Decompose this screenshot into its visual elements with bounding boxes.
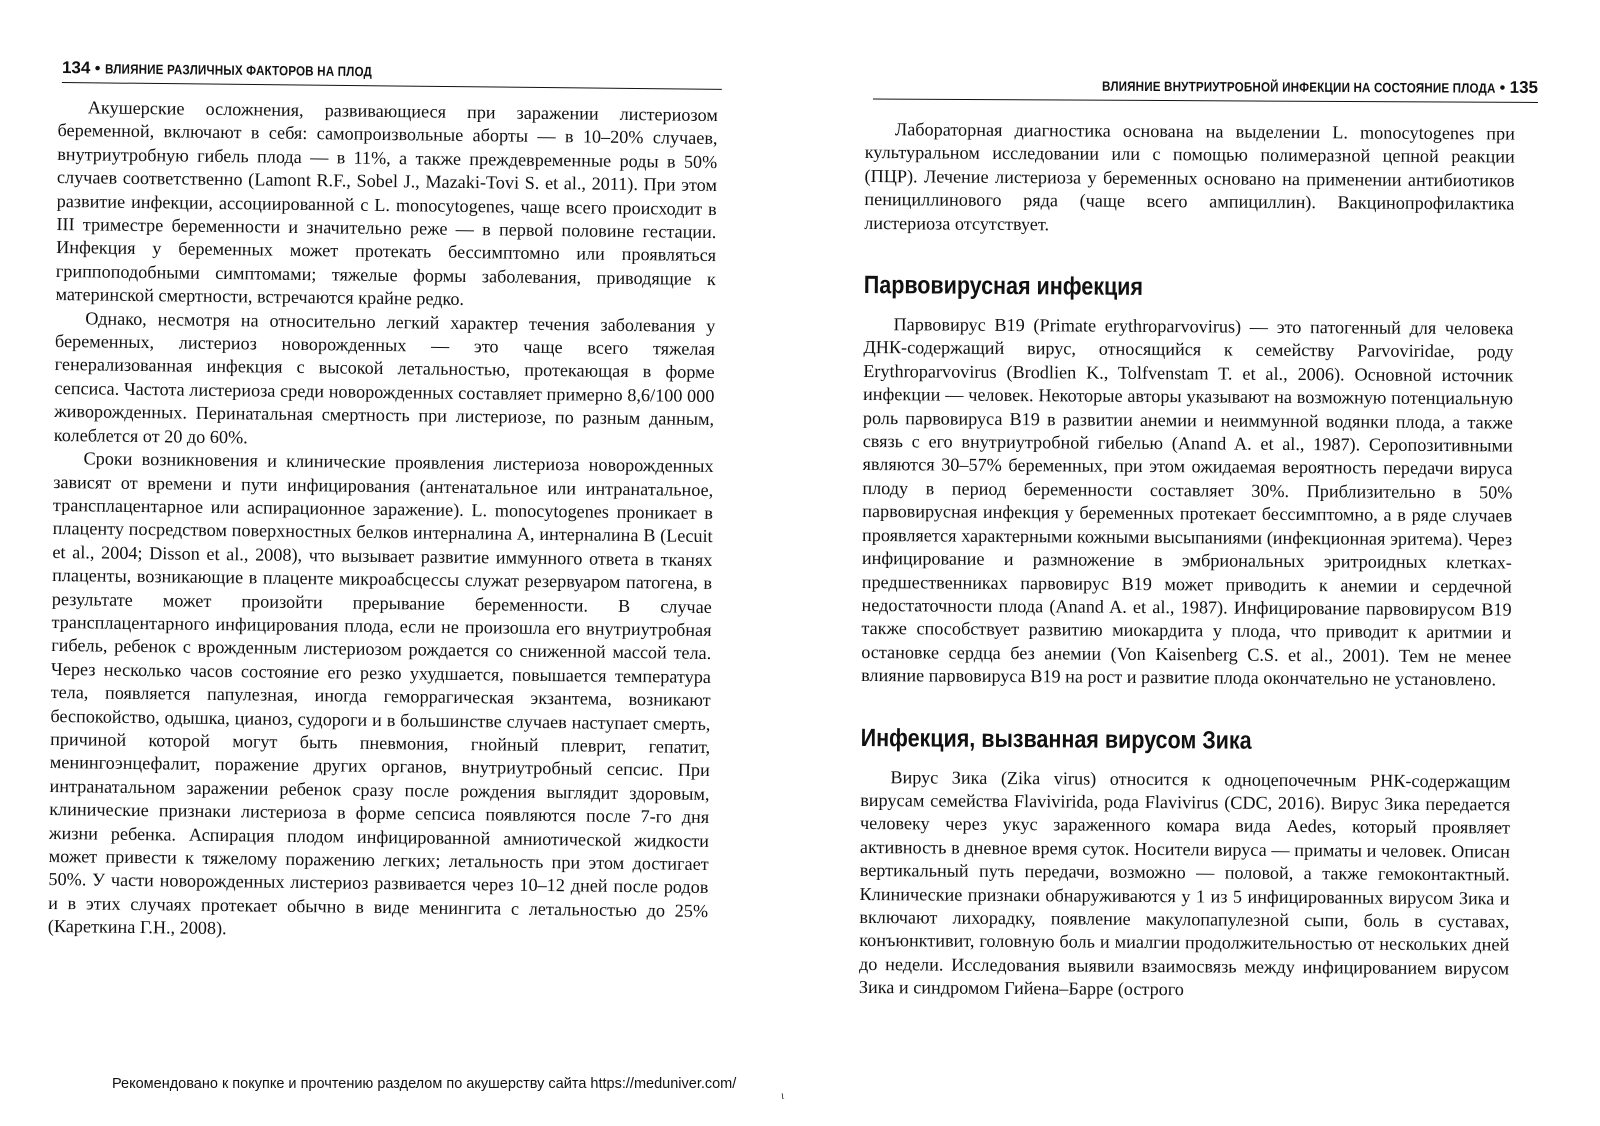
left-page-number: 134 [61, 58, 91, 78]
paragraph: Сроки возникновения и клинические проявления листериоза новорожденных зависят от времени и пути инфицирования (антенатальное или интранатальное, трансплацентарное или аспирационное заражение). L. monocytogenes проникает в плаценту посредством поверхностных белков интерналина A, интерналина B (Lecuit et al., 2004; Disson et al., 2008), что вызывает развитие иммунного ответа в тканях плаценты, возникающие в плаценте микроабсцессы служат резервуаром патогена, в результате может произойти прерывание беременности. В случае трансплацентарного инфицирования плода, если не произошла его внутриутробная гибель, ребенок с врожденным листериозом рождается со сниженной массой тела. Через несколько часов состояние его резко ухудшается, повышается температура тела, появляется папулезная, иногда геморрагическая экзантема, возникают беспокойство, одышка, цианоз, судороги и в большинстве случаев наступает смерть, причиной которой могут быть пневмония, гнойный плеврит, гепатит, менингоэнцефалит, поражение других органов, внутриутробный сепсис. При интранатальном заражении ребенок сразу после рождения выглядит здоровым, клинические признаки листериоза в форме сепсиса появляются после 7-го дня жизни ребенка. Аспирация плодом инфицированной амниотической жидкости может привести к тяжелому поражению легких; летальность при этом достигает 50%. У части новорожденных листериоз развивается через 10–12 дней после родов и в этих случаях протекает обычно в виде менингита с летальностью до 25% (Кареткина Г.Н., 2008). [47, 448, 714, 939]
section-heading-parvovirus: Парвовирусная инфекция [863, 271, 1144, 301]
header-bullet: • [94, 60, 105, 78]
left-text-column [48, 96, 718, 947]
paragraph: Лабораторная диагностика основана на выделении L. monocytogenes при культуральном исследовании или с помощью полимеразной цепной реакции (ПЦР). Лечение листериоза у беременных основано на применении антибиотиков пенициллинового ряда (чаще всего ампициллин). Вакцинопрофилактика листериоза отсутствует. [864, 119, 1515, 234]
paragraph: Акушерские осложнения, развивающиеся при заражении листериозом беременной, включают в себя: самопроизвольные аборты — в 10–20% случаев, внутриутробную гибель плода — в 11%, а также преждевременные роды в 50% случаев соответственно (Lamont R.F., Sobel J., Mazaki-Tovi S. et al., 2011). При этом развитие инфекции, ассоциированной с L. monocytogenes, чаще всего происходит в III триместре беременности и значительно реже — в первой половине гестации. Инфекция у беременных может протекать бессимптомно или проявляться гриппоподобными симптомами; тяжелые формы заболевания, приводящие к материнской смертности, встречаются крайне редко. [55, 97, 718, 310]
right-running-title: ВЛИЯНИЕ ВНУТРИУТРОБНОЙ ИНФЕКЦИИ НА СОСТОЯНИЕ ПЛОДА [1101, 78, 1496, 96]
right-page [800, 0, 1600, 1126]
footer-recommendation-note: Рекомендовано к покупке и прочтению разделом по акушерству сайта https://meduniver.com/ [112, 1076, 737, 1092]
right-running-header [873, 75, 1538, 103]
paragraph: Парвовирус B19 (Primate erythroparvovirus) — это патогенный для человека ДНК-содержащий вирус, относящийся к семейству Parvoviridae, роду Erythroparvovirus (Brodlien K., Tolfvenstam T. et al., 2006). Основной источник инфекции — человек. Некоторые авторы указывают на возможную потенциальную роль парвовируса B19 в развитии анемии и неиммунной водянки плода, а также связь с его внутриутробной гибелью (Anand A. et al., 1987). Серопозитивными являются 30–57% беременных, при этом ожидаемая вероятность передачи вируса плоду в период беременности составляет 30%. Приблизительно в 50% парвовирусная инфекция у беременных протекает бессимптомно, а в ряде случаев проявляется характерными кожными высыпаниями (инфекционная эритема). Через инфицирование и размножение в эмбриональных эритроидных клетках-предшественниках парвовирус B19 может приводить к анемии и сердечной недостаточности плода (Anand A. et al., 1987). Инфицирование парвовирусом B19 также способствует развитию миокардита у плода, что приводит к аритмии и остановке сердца без анемии (Von Kaisenberg C.S. et al., 2001). Тем не менее влияние парвовируса B19 на рост и развитие плода окончательно не установлено. [861, 314, 1514, 690]
paragraph: Вирус Зика (Zika virus) относится к одноцепочечным РНК-содержащим вирусам семейства Flaviviridа, рода Flavivirus (CDC, 2016). Вирус Зика передается человеку через укус зараженного комара вида Aedes, который проявляет активность в дневное время суток. Носители вируса — приматы и человек. Описан вертикальный путь передачи, возможно — половой, а также гемоконтактный. Клинические признаки обнаруживаются у 1 из 5 инфицированных вирусом Зика и включают лихорадку, появление макулопапулезной сыпи, боль в суставах, конъюнктивит, головную боль и миалгии продолжительностью от нескольких дней до недели. Исследования выявили взаимосвязь между инфицированием вирусом Зика и синдромом Гийена–Барре (острого [858, 766, 1511, 1000]
right-text-column [859, 118, 1515, 1004]
section-heading-zika: Инфекция, вызванная вирусом Зика [860, 723, 1252, 755]
left-running-title: ВЛИЯНИЕ РАЗЛИЧНЫХ ФАКТОРОВ НА ПЛОД [104, 61, 372, 80]
header-bullet: • [1499, 79, 1510, 97]
gutter-mark: ι [781, 1088, 785, 1102]
paragraph: Однако, несмотря на относительно легкий характер течения заболевания у беременных, листериоз новорожденных — это чаще всего тяжелая генерализованная инфекция с высокой летальностью, протекающая в форме сепсиса. Частота листериоза среди новорожденных составляет примерно 8,6/100 000 живорожденных. Перинатальная смертность при листериозе, по разным данным, колеблется от 20 до 60%. [53, 308, 716, 448]
left-running-header [62, 58, 722, 90]
right-page-number: 135 [1509, 77, 1539, 97]
